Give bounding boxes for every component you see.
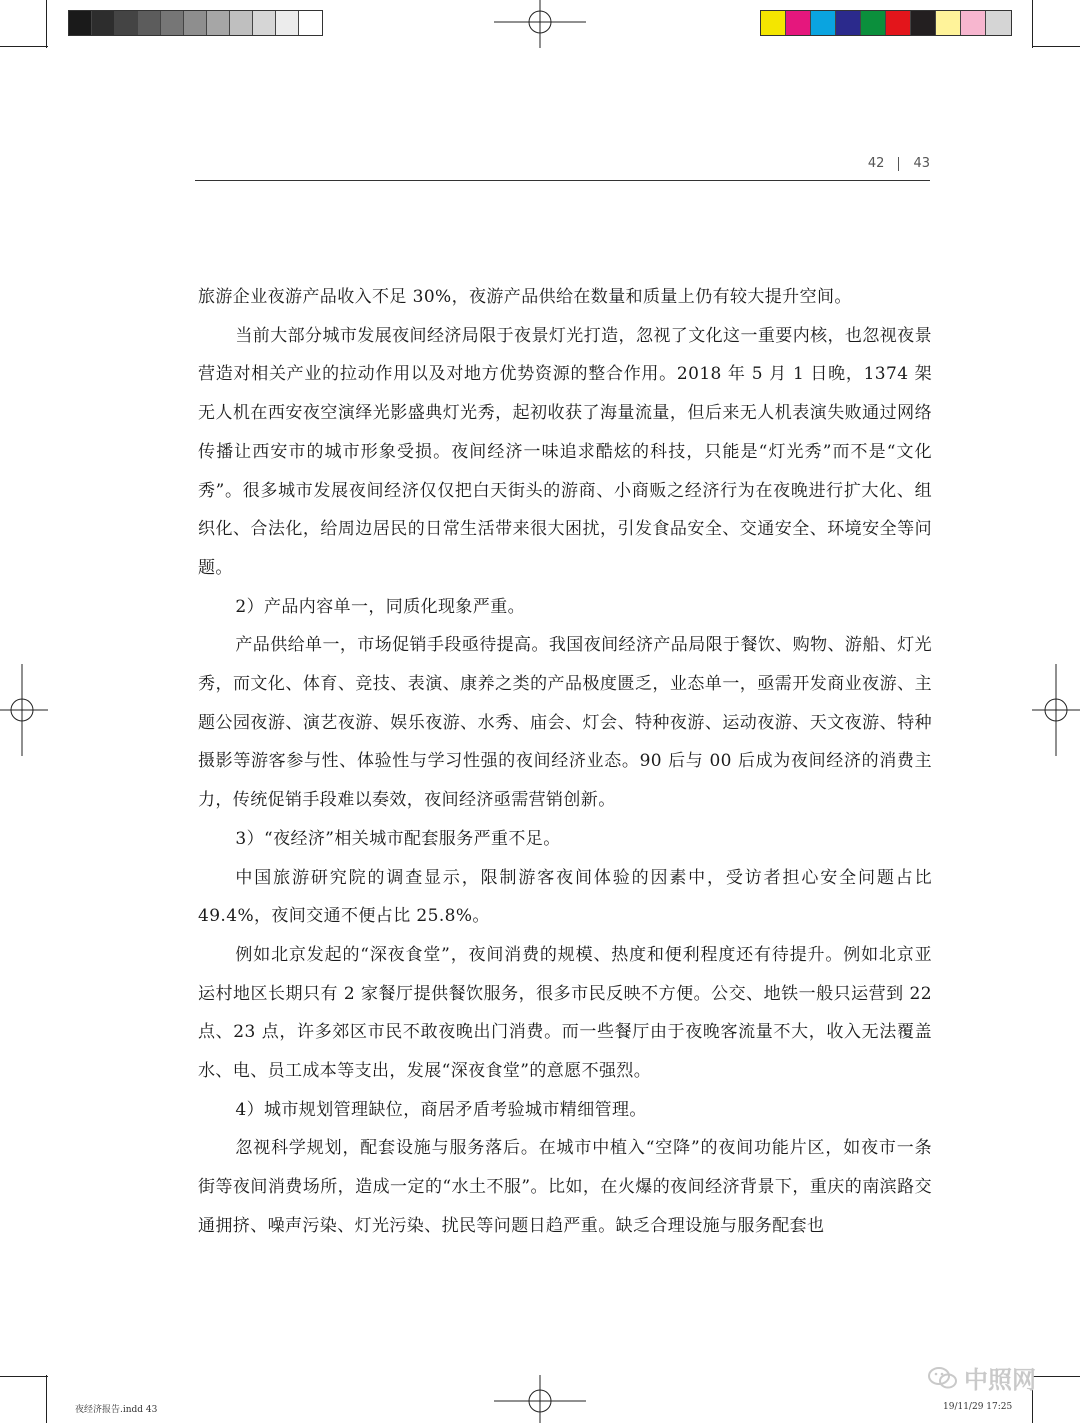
paragraph: 当前大部分城市发展夜间经济局限于夜景灯光打造，忽视了文化这一重要内核，也忽视夜景营造对相关产业的拉动作用以及对地方优势资源的整合作用。2018 年 5 月 1 日晚，1374 架无人机在西安夜空演绎光影盛典灯光秀，起初收获了海量流量，但后来无人机表演失败通过网络传播让西安市的城市形象受损。夜间经济一味追求酷炫的科技，只能是“灯光秀”而不是“文化秀”。很多城市发展夜间经济仅仅把白天街头的游商、小商贩之经济行为在夜晚进行扩大化、组织化、合法化，给周边居民的日常生活带来很大困扰，引发食品安全、交通安全、环境安全等问题。 [198,325,932,578]
calibration-swatch [115,11,138,35]
paragraph: 忽视科学规划，配套设施与服务落后。在城市中植入“空降”的夜间功能片区，如夜市一条街等夜间消费场所，造成一定的“水土不服”。比如，在火爆的夜间经济背景下，重庆的南滨路交通拥挤、噪声污染、灯光污染、扰民等问题日趋严重。缺乏合理设施与服务配套也 [198,1138,932,1236]
paragraph: 3）“夜经济”相关城市配套服务严重不足。 [235,828,561,849]
registration-mark-left [0,664,48,756]
calibration-swatch [961,11,986,35]
calibration-swatch [161,11,184,35]
crop-mark-top-left-h [0,46,48,47]
calibration-swatch [184,11,207,35]
wechat-icon [928,1366,958,1390]
page-numbers [868,156,930,171]
calibration-swatch [276,11,299,35]
calibration-swatch [861,11,886,35]
registration-mark-right [1032,664,1080,756]
crop-mark-bottom-right-h [1032,1376,1080,1377]
calibration-swatch [230,11,253,35]
crop-mark-bottom-left-h [0,1376,48,1377]
calibration-swatch [886,11,911,35]
calibration-swatch [911,11,936,35]
body-text [198,278,932,1246]
calibration-swatch [92,11,115,35]
calibration-swatch [253,11,276,35]
crop-mark-top-right-v [1032,0,1033,48]
calibration-swatch [936,11,961,35]
registration-mark-bottom [494,1375,586,1423]
paragraph: 2）产品内容单一，同质化现象严重。 [235,596,526,617]
calibration-swatch [786,11,811,35]
paragraph: 中国旅游研究院的调查显示，限制游客夜间体验的因素中，受访者担心安全问题占比 49.4%，夜间交通不便占比 25.8%。 [198,867,932,927]
calibration-swatch [811,11,836,35]
crop-mark-bottom-left-v [46,1375,47,1423]
left-page-number: 42 [867,156,885,171]
footer-datetime: 19/11/29 17:25 [943,1402,1013,1412]
right-page-number: 43 [913,156,930,171]
watermark-text: 中照网 [964,1366,1036,1394]
page-number-separator [898,157,899,171]
calibration-swatch [761,11,786,35]
crop-mark-top-right-h [1032,46,1080,47]
paragraph: 产品供给单一，市场促销手段亟待提高。我国夜间经济产品局限于餐饮、购物、游船、灯光秀，而文化、体育、竞技、表演、康养之类的产品极度匮乏，业态单一，亟需开发商业夜游、主题公园夜游、演艺夜游、娱乐夜游、水秀、庙会、灯会、特种夜游、运动夜游、天文夜游、特种摄影等游客参与性、体验性与学习性强的夜间经济业态。90 后与 00 后成为夜间经济的消费主力，传统促销手段难以奏效，夜间经济亟需营销创新。 [198,635,932,811]
calibration-swatch [138,11,161,35]
calibration-swatch [69,11,92,35]
paragraph: 旅游企业夜游产品收入不足 30%，夜游产品供给在数量和质量上仍有较大提升空间。 [198,287,852,307]
watermark [928,1360,1036,1395]
color-calibration-bar [760,10,1012,36]
paragraph: 4）城市规划管理缺位，商居矛盾考验城市精细管理。 [235,1099,647,1120]
header-rule [195,180,930,181]
calibration-swatch [836,11,861,35]
calibration-swatch [299,11,322,35]
calibration-swatch [207,11,230,35]
footer-file-name: 夜经济报告.indd 43 [75,1405,158,1415]
registration-mark-top [494,0,586,48]
paragraph: 例如北京发起的“深夜食堂”，夜间消费的规模、热度和便利程度还有待提升。例如北京亚运村地区长期只有 2 家餐厅提供餐饮服务，很多市民反映不方便。公交、地铁一般只运营到 22 点、23 点，许多郊区市民不敢夜晚出门消费。而一些餐厅由于夜晚客流量不大，收入无法覆盖水、电、员工成本等支出，发展“深夜食堂”的意愿不强烈。 [198,944,932,1082]
grayscale-calibration-bar [68,10,323,36]
calibration-swatch [986,11,1011,35]
crop-mark-top-left-v [46,0,47,48]
